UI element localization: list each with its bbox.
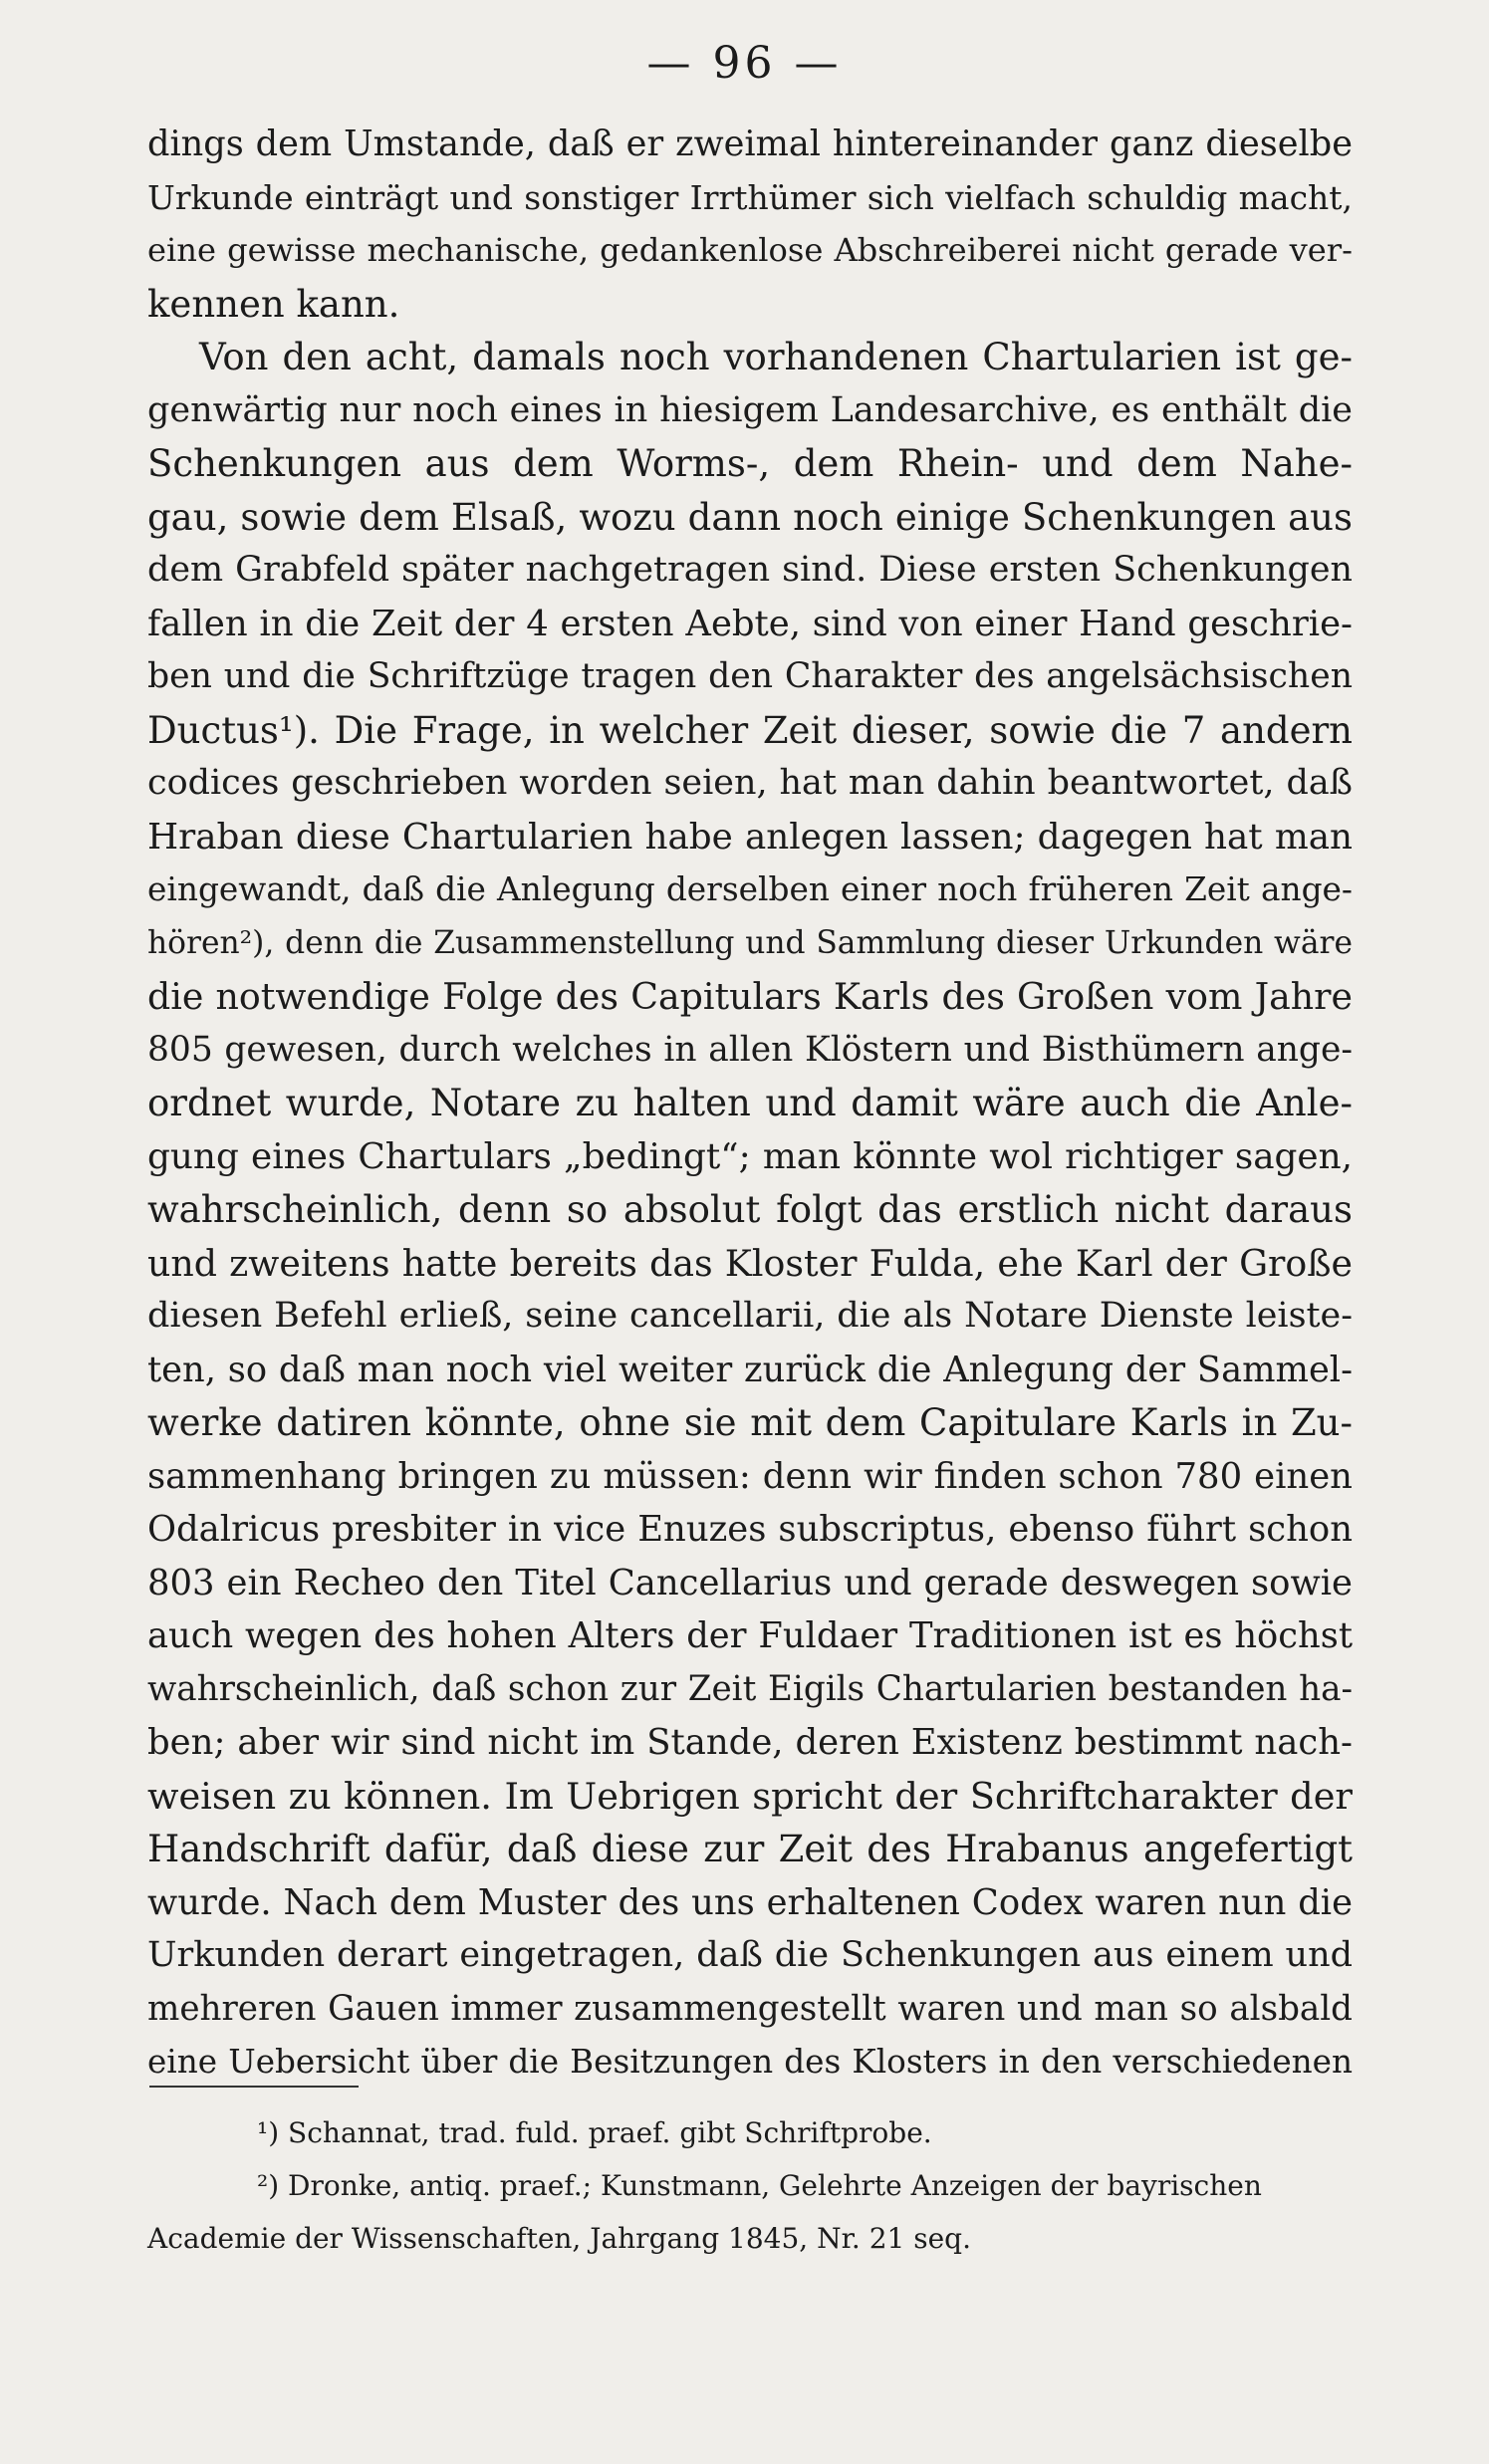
text-line: ordnet wurde, Notare zu halten und damit wäre auch die Anle- [147, 1082, 1353, 1124]
page-number: — 96 — [646, 38, 843, 89]
text-line: codices geschrieben worden seien, hat man dahin beantwortet, daß [147, 763, 1353, 803]
text-line: ten, so daß man noch viel weiter zurück die Anlegung der Sammel- [147, 1349, 1353, 1390]
body-text [147, 118, 1353, 2090]
text-line: wahrscheinlich, daß schon zur Zeit Eigils Chartularien bestanden ha- [147, 1668, 1353, 1709]
text-line: Von den acht, damals noch vorhandenen Chartularien ist ge- [199, 336, 1353, 378]
text-line: werke datiren könnte, ohne sie mit dem Capitulare Karls in Zu- [147, 1401, 1353, 1444]
text-line: ben und die Schriftzüge tragen den Charakter des angelsächsischen [147, 656, 1353, 696]
text-line: Urkunden derart eingetragen, daß die Schenkungen aus einem und [147, 1935, 1353, 1975]
text-line: weisen zu können. Im Uebrigen spricht der Schriftcharakter der [147, 1774, 1353, 1818]
text-line: Urkunde einträgt und sonstiger Irrthümer sich vielfach schuldig macht, [147, 177, 1353, 217]
text-line: genwärtig nur noch eines in hiesigem Landesarchive, es enthält die [147, 389, 1353, 430]
text-line: sammenhang bringen zu müssen: denn wir finden schon 780 einen [147, 1455, 1353, 1497]
footnote-2-line-2: Academie der Wissenschaften, Jahrgang 1845, Nr. 21 seq. [147, 2222, 971, 2255]
footnotes [147, 2106, 1353, 2265]
text-line: dem Grabfeld später nachgetragen sind. Diese ersten Schenkungen [147, 550, 1353, 590]
text-line: die notwendige Folge des Capitulars Karls des Großen vom Jahre [147, 975, 1353, 1018]
text-line: Handschrift dafür, daß diese zur Zeit des Hrabanus angefertigt [147, 1828, 1353, 1870]
text-line: wahrscheinlich, denn so absolut folgt das erstlich nicht daraus [147, 1188, 1353, 1231]
text-line: gau, sowie dem Elsaß, wozu dann noch einige Schenkungen aus [147, 495, 1353, 539]
text-line: kennen kann. [147, 282, 400, 326]
text-line: gung eines Chartulars „bedingt“; man könnte wol richtiger sagen, [147, 1135, 1353, 1177]
text-line: eine gewisse mechanische, gedankenlose Abschreiberei nicht gerade ver- [147, 231, 1353, 269]
text-line: ben; aber wir sind nicht im Stande, deren Existenz bestimmt nach- [147, 1722, 1353, 1763]
text-line: fallen in die Zeit der 4 ersten Aebte, sind von einer Hand geschrie- [147, 603, 1353, 644]
text-line: diesen Befehl erließ, seine cancellarii, die als Notare Dienste leiste- [147, 1296, 1353, 1336]
text-line: hören²), denn die Zusammenstellung und Sammlung dieser Urkunden wäre [147, 924, 1353, 961]
text-line: mehreren Gauen immer zusammengestellt waren und man so alsbald [147, 1988, 1353, 2029]
footnote-1: ¹) Schannat, trad. fuld. praef. gibt Schriftprobe. [257, 2116, 932, 2149]
text-line: wurde. Nach dem Muster des uns erhaltenen Codex waren nun die [147, 1881, 1353, 1923]
text-line: eingewandt, daß die Anlegung derselben einer noch früheren Zeit ange- [147, 870, 1353, 908]
text-line: und zweitens hatte bereits das Kloster Fulda, ehe Karl der Große [147, 1241, 1353, 1285]
text-line: Hraban diese Chartularien habe anlegen lassen; dagegen hat man [147, 816, 1353, 858]
text-line: Ductus¹). Die Frage, in welcher Zeit dieser, sowie die 7 andern [147, 708, 1353, 752]
text-line: dings dem Umstande, daß er zweimal hintereinander ganz dieselbe [147, 123, 1353, 164]
text-line: eine Uebersicht über die Besitzungen des Klosters in den verschiedenen [147, 2043, 1353, 2081]
text-line: 805 gewesen, durch welches in allen Klöstern und Bisthümern ange- [147, 1029, 1353, 1070]
footnote-divider [149, 2086, 359, 2088]
text-line: auch wegen des hohen Alters der Fuldaer Traditionen ist es höchst [147, 1615, 1353, 1656]
text-line: 803 ein Recheo den Titel Cancellarius und gerade deswegen sowie [147, 1562, 1353, 1603]
text-line: Schenkungen aus dem Worms-, dem Rhein- und dem Nahe- [147, 442, 1353, 485]
text-line: Odalricus presbiter in vice Enuzes subscriptus, ebenso führt schon [147, 1509, 1353, 1550]
footnote-2-line-1: ²) Dronke, antiq. praef.; Kunstmann, Gelehrte Anzeigen der bayrischen [257, 2169, 1262, 2202]
